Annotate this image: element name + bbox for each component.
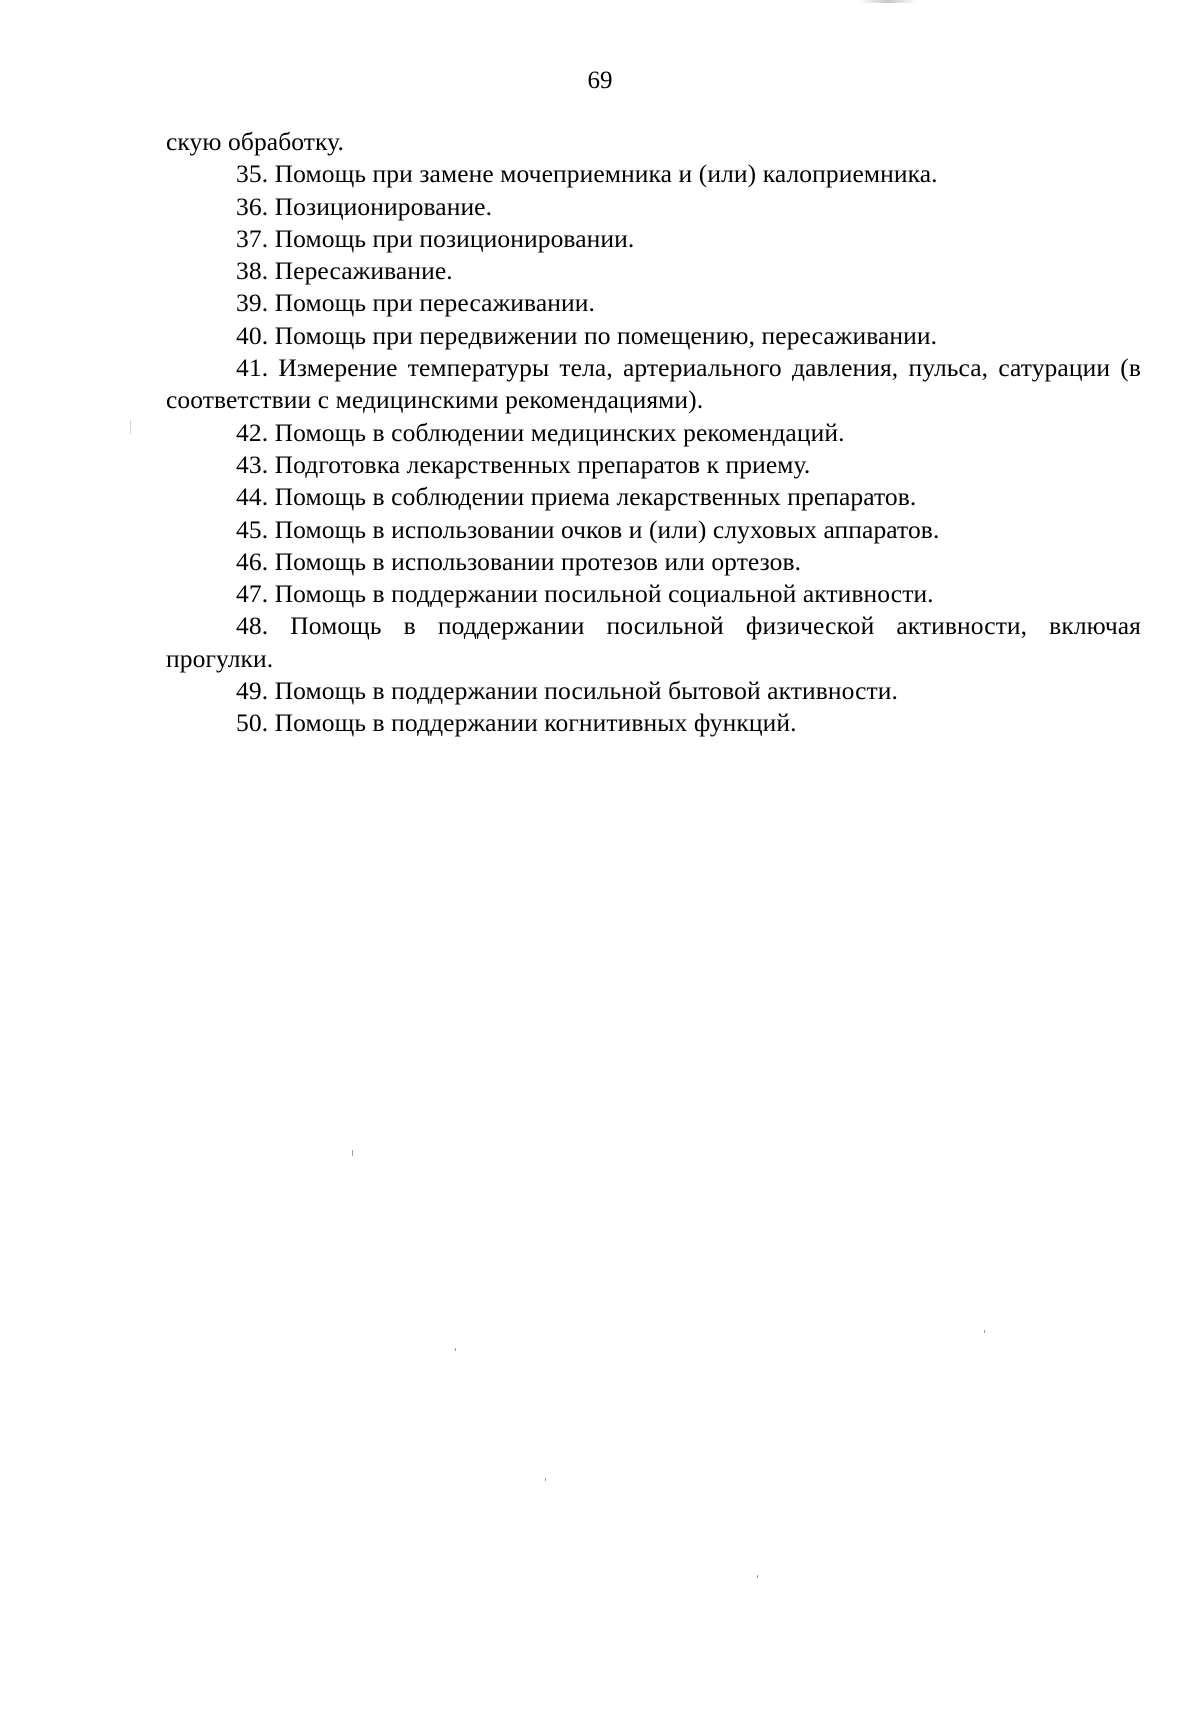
scan-speck [545, 1478, 546, 1481]
scan-speck [455, 1348, 456, 1351]
scan-smudge [858, 0, 918, 3]
document-body [166, 126, 1141, 740]
list-item-39: 39. Помощь при пересаживании. [236, 288, 595, 318]
list-item-47: 47. Помощь в поддержании посильной социальной активности. [236, 579, 934, 609]
page-number: 69 [587, 67, 613, 94]
list-item-48: 48. Помощь в поддержании посильной физической активности, включая прогулки. [166, 611, 1141, 673]
list-item-42: 42. Помощь в соблюдении медицинских рекомендаций. [236, 417, 845, 447]
list-item-50: 50. Помощь в поддержании когнитивных функций. [236, 708, 797, 738]
scan-speck [352, 1150, 353, 1156]
scan-speck [984, 1330, 985, 1333]
list-item-40: 40. Помощь при передвижении по помещению, пересаживании. [236, 320, 938, 350]
list-item-35: 35. Помощь при замене мочеприемника и (или) калоприемника. [236, 159, 938, 189]
scan-speck [130, 420, 131, 434]
list-item-49: 49. Помощь в поддержании посильной бытовой активности. [236, 676, 898, 706]
list-item-45: 45. Помощь в использовании очков и (или) слуховых аппаратов. [236, 514, 940, 544]
scan-speck [757, 1575, 758, 1578]
list-item-46: 46. Помощь в использовании протезов или ортезов. [236, 546, 802, 576]
continuation-line: скую обработку. [166, 127, 344, 156]
list-item-43: 43. Подготовка лекарственных препаратов к приему. [236, 449, 811, 479]
list-item-37: 37. Помощь при позиционировании. [236, 223, 635, 253]
list-item-44: 44. Помощь в соблюдении приема лекарственных препаратов. [236, 482, 917, 512]
list-item-36: 36. Позиционирование. [236, 191, 493, 221]
list-item-41: 41. Измерение температуры тела, артериального давления, пульса, сатурации (в соответствии с медицинскими рекомендациями). [166, 353, 1141, 415]
list-item-38: 38. Пересаживание. [236, 256, 453, 286]
